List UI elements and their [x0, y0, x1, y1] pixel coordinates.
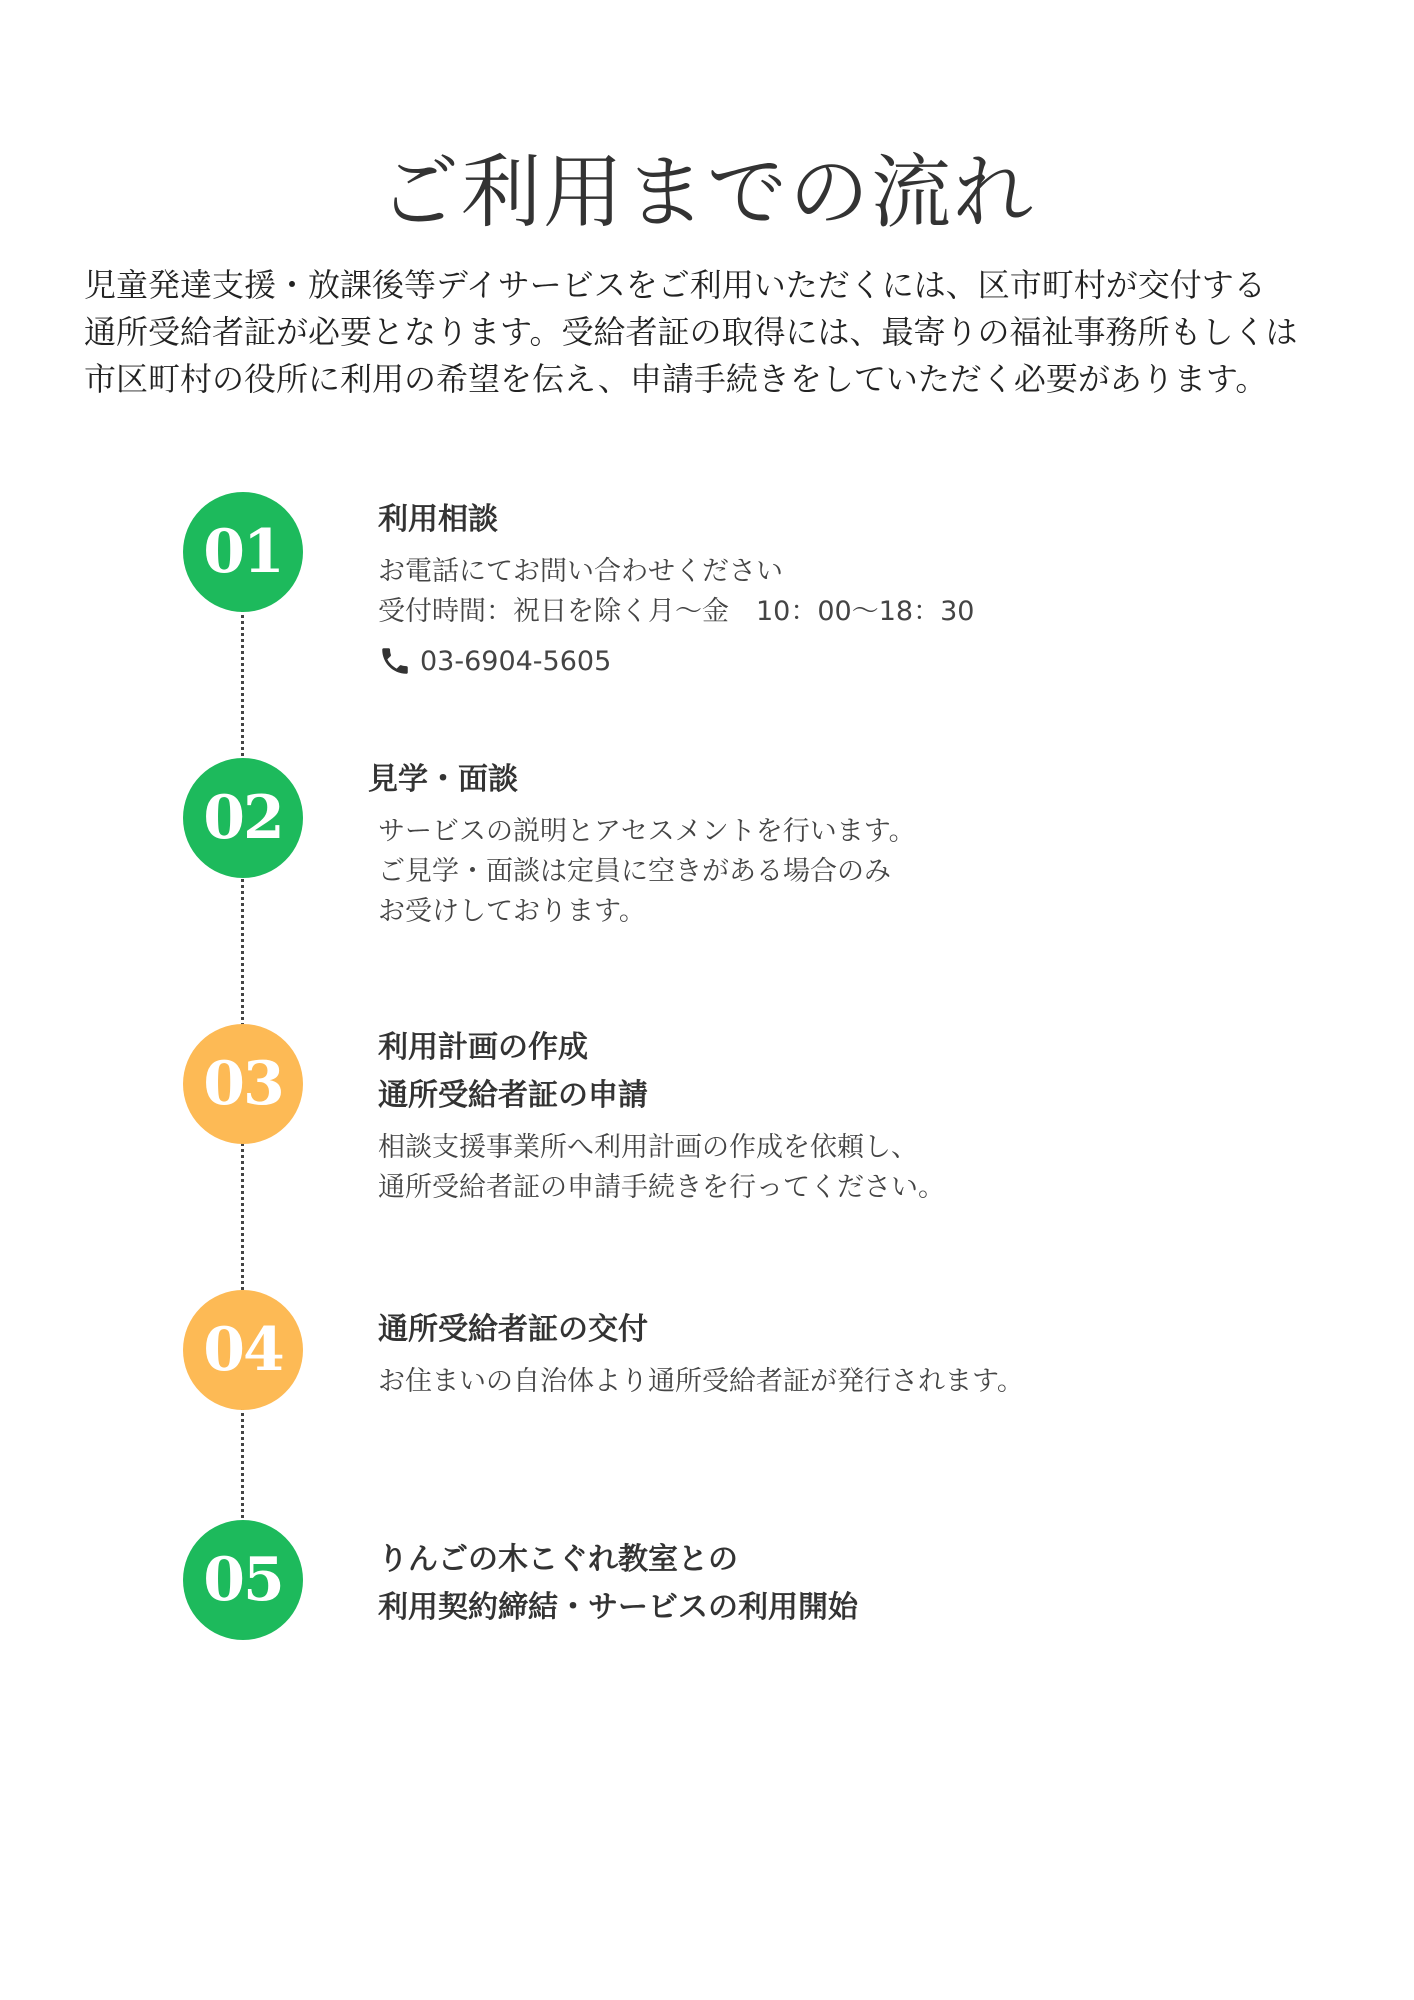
intro-text [84, 262, 1374, 403]
step-visit-interview [368, 756, 1328, 932]
step-body-line: 通所受給者証の申請手続きを行ってください。 [378, 1172, 945, 1203]
step-description [378, 552, 1338, 632]
step-number: 02 [203, 783, 283, 853]
step-body-line: お住まいの自治体より通所受給者証が発行されます。 [378, 1366, 1024, 1397]
step-title: 見学・面談 [368, 762, 518, 797]
step-title: 利用相談 [378, 502, 498, 537]
phone-icon [378, 644, 412, 678]
step-contract-start [378, 1536, 1338, 1632]
intro-line: 通所受給者証が必要となります。受給者証の取得には、最寄りの福祉事務所もしくは [84, 313, 1298, 351]
step-number: 03 [203, 1049, 283, 1119]
phone-number: 03-6904-5605 [420, 645, 612, 677]
step-description [378, 1362, 1338, 1402]
step-title: 利用計画の作成 [378, 1030, 588, 1065]
step-number: 01 [203, 517, 283, 587]
intro-line: 児童発達支援・放課後等デイサービスをご利用いただくには、区市町村が交付する [84, 266, 1266, 304]
step-number: 04 [203, 1315, 283, 1385]
step-title: 通所受給者証の交付 [378, 1312, 648, 1347]
step-body-line: お電話にてお問い合わせください [378, 556, 783, 587]
step-title: 通所受給者証の申請 [378, 1078, 648, 1113]
step-consultation [378, 496, 1338, 678]
step-certificate-issued [378, 1306, 1338, 1402]
step-number: 05 [203, 1545, 283, 1615]
step-number-badge [183, 758, 303, 878]
step-body-line: 相談支援事業所へ利用計画の作成を依頼し、 [378, 1132, 918, 1163]
intro-line: 市区町村の役所に利用の希望を伝え、申請手続きをしていただく必要があります。 [84, 360, 1268, 398]
step-body-line: ご見学・面談は定員に空きがある場合のみ [378, 856, 891, 887]
step-title: 利用契約締結・サービスの利用開始 [378, 1590, 858, 1625]
step-number-badge [183, 1520, 303, 1640]
step-body-line: 受付時間：祝日を除く月〜金 10：00〜18：30 [378, 596, 975, 627]
step-plan-application [378, 1024, 1338, 1208]
page-title: ご利用までの流れ [379, 146, 1035, 239]
step-number-badge [183, 1024, 303, 1144]
step-title: りんごの木こぐれ教室との [378, 1542, 738, 1577]
step-body-line: サービスの説明とアセスメントを行います。 [378, 816, 916, 847]
step-description [378, 812, 1328, 932]
step-number-badge [183, 492, 303, 612]
step-number-badge [183, 1290, 303, 1410]
step-body-line: お受けしております。 [378, 896, 646, 927]
step-description [378, 1128, 1338, 1208]
phone-contact[interactable] [378, 644, 1338, 678]
